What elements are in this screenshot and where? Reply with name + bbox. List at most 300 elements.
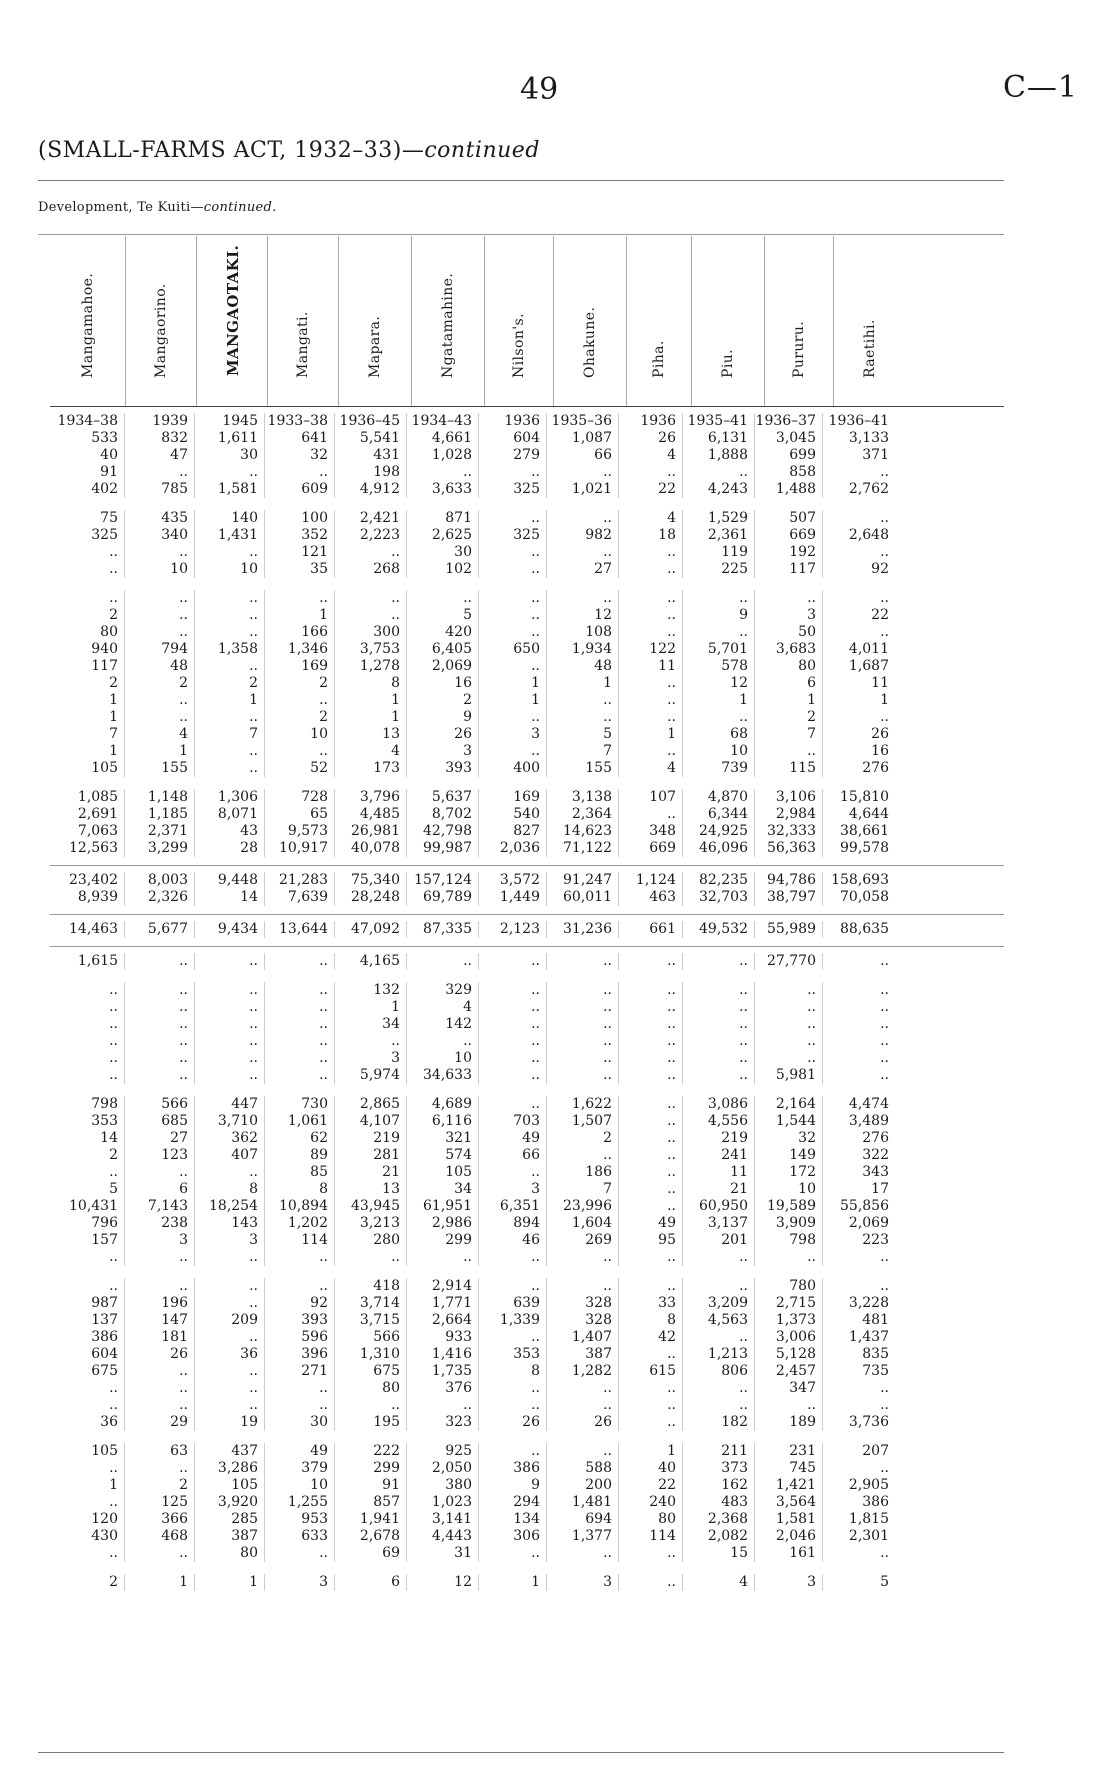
table-cell: 88,635 xyxy=(840,921,889,937)
table-row xyxy=(50,872,1004,889)
table-cell: 4,661 xyxy=(407,430,479,447)
table-cell: 2,364 xyxy=(547,806,619,823)
table-row xyxy=(50,1181,1004,1198)
table-cell: 1,488 xyxy=(755,481,823,498)
table-cell: 276 xyxy=(862,1130,889,1146)
table-cell: 1,604 xyxy=(547,1215,619,1232)
table-cell: .. xyxy=(479,624,547,641)
column-header xyxy=(126,236,197,406)
table-cell: 2,326 xyxy=(125,889,195,906)
table-cell: 2,069 xyxy=(848,1215,889,1231)
table-cell: .. xyxy=(335,590,407,607)
table-cell: 393 xyxy=(407,760,479,777)
table-cell: 402 xyxy=(50,481,125,498)
table-cell: .. xyxy=(479,658,547,675)
table-cell: .. xyxy=(619,464,683,481)
table-cell: 10 xyxy=(683,743,755,760)
table-cell: .. xyxy=(265,1033,335,1050)
table-cell: 728 xyxy=(265,789,335,806)
table-cell: 161 xyxy=(755,1545,823,1562)
table-cell: .. xyxy=(195,709,265,726)
table-cell: 172 xyxy=(755,1164,823,1181)
table-cell: 22 xyxy=(871,607,889,623)
table-cell: 225 xyxy=(683,561,755,578)
table-cell: 18 xyxy=(619,527,683,544)
table-cell: 1939 xyxy=(125,413,195,430)
table-cell: 294 xyxy=(479,1494,547,1511)
table-cell: .. xyxy=(407,590,479,607)
table-cell: .. xyxy=(619,1164,683,1181)
table-cell: 857 xyxy=(335,1494,407,1511)
table-cell: 5,701 xyxy=(683,641,755,658)
table-cell: .. xyxy=(683,1033,755,1050)
table-cell: 63 xyxy=(125,1443,195,1460)
table-cell: .. xyxy=(880,982,889,998)
table-cell: 386 xyxy=(862,1494,889,1510)
table-cell: 2,648 xyxy=(848,527,889,543)
table-cell: 240 xyxy=(619,1494,683,1511)
table-cell: .. xyxy=(619,1278,683,1295)
table-cell: .. xyxy=(265,743,335,760)
table-cell: 117 xyxy=(755,561,823,578)
table-cell: 173 xyxy=(335,760,407,777)
table-cell: 26 xyxy=(407,726,479,743)
table-cell: 1,687 xyxy=(848,658,889,674)
table-cell: 1936 xyxy=(479,413,547,430)
table-cell: 1 xyxy=(547,675,619,692)
table-cell: 1,346 xyxy=(265,641,335,658)
table-row xyxy=(50,1050,1004,1067)
table-cell: 132 xyxy=(335,982,407,999)
table-cell: 5,541 xyxy=(335,430,407,447)
table-cell: .. xyxy=(619,1181,683,1198)
table-cell: 1,021 xyxy=(547,481,619,498)
table-cell: 2,678 xyxy=(335,1528,407,1545)
table-row xyxy=(50,1329,1004,1346)
table-cell: 3,137 xyxy=(683,1215,755,1232)
table-cell: 69,789 xyxy=(407,889,479,906)
table-cell: 1936–37 xyxy=(755,413,823,430)
table-cell: .. xyxy=(125,1397,195,1414)
table-cell: 147 xyxy=(125,1312,195,1329)
table-cell: 7,063 xyxy=(50,823,125,840)
table-cell: .. xyxy=(50,544,125,561)
table-cell: 189 xyxy=(755,1414,823,1431)
table-cell: .. xyxy=(265,1016,335,1033)
table-cell: 387 xyxy=(195,1528,265,1545)
table-cell: 4 xyxy=(125,726,195,743)
table-row xyxy=(50,527,1004,544)
table-cell: 61,951 xyxy=(407,1198,479,1215)
table-cell: 703 xyxy=(479,1113,547,1130)
table-row xyxy=(50,464,1004,481)
table-cell: 107 xyxy=(619,789,683,806)
table-cell: 745 xyxy=(755,1460,823,1477)
table-row xyxy=(50,840,1004,857)
table-cell: 1,377 xyxy=(547,1528,619,1545)
table-row xyxy=(50,726,1004,743)
table-cell: 1 xyxy=(195,692,265,709)
table-cell: 4,443 xyxy=(407,1528,479,1545)
table-cell: 675 xyxy=(335,1363,407,1380)
table-cell: 669 xyxy=(755,527,823,544)
table-cell: 108 xyxy=(547,624,619,641)
table-cell: 352 xyxy=(265,527,335,544)
table-cell: 387 xyxy=(547,1346,619,1363)
column-header-label: Mangamahoe. xyxy=(79,272,96,378)
table-cell: 633 xyxy=(265,1528,335,1545)
table-cell: .. xyxy=(479,1067,547,1084)
column-header xyxy=(50,236,126,406)
table-cell: 2,715 xyxy=(755,1295,823,1312)
table-cell: 1,815 xyxy=(848,1511,889,1527)
table-cell: .. xyxy=(265,464,335,481)
table-row xyxy=(50,1511,1004,1528)
table-cell: 3,909 xyxy=(755,1215,823,1232)
table-cell: .. xyxy=(547,1249,619,1266)
table-cell: 940 xyxy=(50,641,125,658)
table-cell: 2 xyxy=(547,1130,619,1147)
table-cell: 798 xyxy=(50,1096,125,1113)
table-cell: 9,434 xyxy=(195,921,265,938)
row-spacer xyxy=(50,578,1004,590)
table-cell: .. xyxy=(547,1278,619,1295)
table-row xyxy=(50,1494,1004,1511)
table-cell: 10 xyxy=(195,561,265,578)
table-cell: .. xyxy=(547,544,619,561)
table-cell: .. xyxy=(195,1380,265,1397)
table-cell: 3,683 xyxy=(755,641,823,658)
table-cell: .. xyxy=(683,953,755,970)
table-cell: 2,301 xyxy=(848,1528,889,1544)
table-cell: .. xyxy=(265,999,335,1016)
table-cell: 91 xyxy=(50,464,125,481)
table-cell: .. xyxy=(50,1397,125,1414)
table-cell: 2 xyxy=(125,675,195,692)
table-cell: 48 xyxy=(547,658,619,675)
table-cell: 3,714 xyxy=(335,1295,407,1312)
table-row xyxy=(50,1574,1004,1591)
table-cell: 4,563 xyxy=(683,1312,755,1329)
table-cell: .. xyxy=(265,1545,335,1562)
table-cell: 80 xyxy=(195,1545,265,1562)
table-cell: 1 xyxy=(335,709,407,726)
table-cell: .. xyxy=(265,953,335,970)
table-cell: .. xyxy=(755,1397,823,1414)
table-cell: 1,437 xyxy=(848,1329,889,1345)
column-header-label: Mapara. xyxy=(367,315,383,378)
column-header xyxy=(627,236,692,406)
table-cell: 953 xyxy=(265,1511,335,1528)
table-cell: .. xyxy=(619,1574,683,1591)
table-cell: 858 xyxy=(755,464,823,481)
table-cell: 95 xyxy=(619,1232,683,1249)
table-cell: 827 xyxy=(479,823,547,840)
table-cell: 3,715 xyxy=(335,1312,407,1329)
subtitle-rule xyxy=(38,234,1004,235)
table-cell: .. xyxy=(619,1033,683,1050)
column-header xyxy=(485,236,554,406)
column-header-label: Mangaorino. xyxy=(153,283,169,378)
column-header-label: MANGAOTAKI. xyxy=(224,244,242,376)
table-cell: 181 xyxy=(125,1329,195,1346)
table-cell: 12,563 xyxy=(50,840,125,857)
table-cell: 348 xyxy=(619,823,683,840)
table-row xyxy=(50,447,1004,464)
table-row xyxy=(50,692,1004,709)
table-cell: 3 xyxy=(265,1574,335,1591)
table-cell: 9,573 xyxy=(265,823,335,840)
table-cell: .. xyxy=(50,1545,125,1562)
table-cell: 80 xyxy=(335,1380,407,1397)
table-cell: 42 xyxy=(619,1329,683,1346)
table-cell: 1,421 xyxy=(755,1477,823,1494)
table-cell: 2,865 xyxy=(335,1096,407,1113)
table-cell: .. xyxy=(125,464,195,481)
table-cell: 32,703 xyxy=(683,889,755,906)
table-cell: 730 xyxy=(265,1096,335,1113)
table-cell: 1934–38 xyxy=(50,413,125,430)
table-cell: 735 xyxy=(862,1363,889,1379)
table-cell: .. xyxy=(265,692,335,709)
column-header-label: Pururu. xyxy=(791,320,807,378)
table-cell: 46 xyxy=(479,1232,547,1249)
table-cell: 4 xyxy=(619,760,683,777)
table-cell: 157,124 xyxy=(407,872,479,889)
table-cell: .. xyxy=(755,999,823,1016)
table-cell: 280 xyxy=(335,1232,407,1249)
table-cell: 3,228 xyxy=(848,1295,889,1311)
table-cell: .. xyxy=(547,999,619,1016)
table-cell: 4,474 xyxy=(848,1096,889,1112)
table-cell: 376 xyxy=(407,1380,479,1397)
table-cell: .. xyxy=(619,1198,683,1215)
table-cell: .. xyxy=(50,1494,125,1511)
table-cell: 26 xyxy=(547,1414,619,1431)
table-cell: 7 xyxy=(547,1181,619,1198)
table-row xyxy=(50,607,1004,624)
table-cell: .. xyxy=(195,590,265,607)
table-cell: .. xyxy=(619,999,683,1016)
table-cell: 400 xyxy=(479,760,547,777)
table-cell: 1933–38 xyxy=(265,413,335,430)
table-cell: 3,213 xyxy=(335,1215,407,1232)
table-cell: 1,581 xyxy=(195,481,265,498)
table-row xyxy=(50,481,1004,498)
table-cell: .. xyxy=(547,1443,619,1460)
table-row xyxy=(50,590,1004,607)
table-cell: 71,122 xyxy=(547,840,619,857)
table-cell: 2,691 xyxy=(50,806,125,823)
table-row xyxy=(50,1545,1004,1562)
column-header-label: Ohakune. xyxy=(582,306,598,378)
table-cell: 615 xyxy=(619,1363,683,1380)
table-cell: 328 xyxy=(547,1295,619,1312)
table-cell: .. xyxy=(619,624,683,641)
table-cell: 105 xyxy=(407,1164,479,1181)
table-cell: .. xyxy=(195,658,265,675)
table-cell: 186 xyxy=(547,1164,619,1181)
table-cell: 169 xyxy=(265,658,335,675)
row-spacer xyxy=(50,1266,1004,1278)
table-cell: 4 xyxy=(407,999,479,1016)
table-cell: 12 xyxy=(407,1574,479,1591)
table-cell: 321 xyxy=(407,1130,479,1147)
table-cell: 1945 xyxy=(195,413,265,430)
table-cell: 8 xyxy=(619,1312,683,1329)
table-cell: 685 xyxy=(125,1113,195,1130)
table-cell: 3,753 xyxy=(335,641,407,658)
table-cell: 431 xyxy=(335,447,407,464)
table-cell: 1936–45 xyxy=(335,413,407,430)
table-cell: 1,407 xyxy=(547,1329,619,1346)
table-cell: 2,421 xyxy=(335,510,407,527)
table-cell: 323 xyxy=(407,1414,479,1431)
table-cell: .. xyxy=(619,590,683,607)
table-cell: .. xyxy=(880,464,889,480)
document-code: C—1 xyxy=(1002,70,1078,105)
table-cell: .. xyxy=(195,1397,265,1414)
table-cell: .. xyxy=(195,1278,265,1295)
table-cell: 8,071 xyxy=(195,806,265,823)
table-cell: 122 xyxy=(619,641,683,658)
table-cell: 80 xyxy=(755,658,823,675)
table-cell: 2 xyxy=(407,692,479,709)
table-cell: 481 xyxy=(862,1312,889,1328)
table-cell: .. xyxy=(755,1033,823,1050)
table-cell: .. xyxy=(479,510,547,527)
table-cell: 1,507 xyxy=(547,1113,619,1130)
table-cell: 5 xyxy=(880,1574,889,1590)
table-cell: 22 xyxy=(619,1477,683,1494)
table-cell: 100 xyxy=(265,510,335,527)
table-cell: .. xyxy=(547,1545,619,1562)
table-row xyxy=(50,544,1004,561)
table-cell: 2,457 xyxy=(755,1363,823,1380)
table-row xyxy=(50,510,1004,527)
table-cell: .. xyxy=(755,1016,823,1033)
table-cell: 21,283 xyxy=(265,872,335,889)
table-cell: 299 xyxy=(407,1232,479,1249)
table-cell: 483 xyxy=(683,1494,755,1511)
table-cell: 1935–36 xyxy=(547,413,619,430)
table-cell: 566 xyxy=(125,1096,195,1113)
table-cell: 32,333 xyxy=(755,823,823,840)
table-cell: 21 xyxy=(335,1164,407,1181)
table-cell: 6,131 xyxy=(683,430,755,447)
table-cell: 5 xyxy=(547,726,619,743)
table-cell: 9 xyxy=(407,709,479,726)
table-cell: 223 xyxy=(862,1232,889,1248)
table-cell: .. xyxy=(50,1067,125,1084)
table-row xyxy=(50,413,1004,430)
table-cell: .. xyxy=(50,1033,125,1050)
table-cell: .. xyxy=(880,1545,889,1561)
table-cell: 26,981 xyxy=(335,823,407,840)
table-cell: 70,058 xyxy=(840,889,889,905)
table-cell: .. xyxy=(479,1016,547,1033)
table-cell: 4,556 xyxy=(683,1113,755,1130)
table-cell: 47,092 xyxy=(335,921,407,938)
table-cell: .. xyxy=(195,544,265,561)
table-cell: 3 xyxy=(407,743,479,760)
table-cell: .. xyxy=(683,1380,755,1397)
table-row xyxy=(50,806,1004,823)
table-cell: .. xyxy=(479,1397,547,1414)
table-cell: 8,702 xyxy=(407,806,479,823)
table-cell: .. xyxy=(880,709,889,725)
table-cell: 5 xyxy=(407,607,479,624)
table-cell: 7 xyxy=(755,726,823,743)
table-cell: 195 xyxy=(335,1414,407,1431)
table-cell: .. xyxy=(619,1397,683,1414)
table-cell: .. xyxy=(880,999,889,1015)
table-cell: .. xyxy=(619,561,683,578)
table-cell: .. xyxy=(479,1329,547,1346)
row-spacer xyxy=(50,1431,1004,1443)
table-cell: .. xyxy=(619,692,683,709)
table-cell: .. xyxy=(195,743,265,760)
table-row xyxy=(50,921,1004,938)
table-cell: 2 xyxy=(265,675,335,692)
table-cell: 276 xyxy=(862,760,889,776)
row-spacer xyxy=(50,970,1004,982)
table-cell: 1,934 xyxy=(547,641,619,658)
table-row xyxy=(50,709,1004,726)
table-cell: 566 xyxy=(335,1329,407,1346)
table-cell: 10,917 xyxy=(265,840,335,857)
table-cell: 796 xyxy=(50,1215,125,1232)
table-cell: 105 xyxy=(195,1477,265,1494)
table-cell: .. xyxy=(880,1380,889,1396)
table-cell: 798 xyxy=(755,1232,823,1249)
table-cell: 430 xyxy=(50,1528,125,1545)
table-row xyxy=(50,743,1004,760)
table-cell: .. xyxy=(125,607,195,624)
table-cell: .. xyxy=(125,999,195,1016)
table-row xyxy=(50,823,1004,840)
table-cell: .. xyxy=(50,590,125,607)
table-cell: .. xyxy=(479,709,547,726)
table-cell: 117 xyxy=(50,658,125,675)
table-cell: 2,046 xyxy=(755,1528,823,1545)
table-cell: 80 xyxy=(50,624,125,641)
table-cell: .. xyxy=(479,1380,547,1397)
table-row xyxy=(50,889,1004,906)
table-cell: 1,148 xyxy=(125,789,195,806)
table-cell: .. xyxy=(125,1016,195,1033)
table-cell: 1936 xyxy=(619,413,683,430)
table-cell: 10,431 xyxy=(50,1198,125,1215)
table-cell: 219 xyxy=(683,1130,755,1147)
table-cell: 3 xyxy=(195,1232,265,1249)
table-cell: .. xyxy=(195,464,265,481)
column-header-label: Mangati. xyxy=(295,311,311,378)
table-cell: 14 xyxy=(50,1130,125,1147)
table-cell: 281 xyxy=(335,1147,407,1164)
table-cell: 4,107 xyxy=(335,1113,407,1130)
table-cell: 49 xyxy=(265,1443,335,1460)
table-cell: 2,123 xyxy=(479,921,547,938)
table-cell: 30 xyxy=(265,1414,335,1431)
table-cell: .. xyxy=(335,1033,407,1050)
table-cell: 1,255 xyxy=(265,1494,335,1511)
table-cell: 211 xyxy=(683,1443,755,1460)
table-cell: 3 xyxy=(125,1232,195,1249)
table-cell: 2,069 xyxy=(407,658,479,675)
table-cell: 1,339 xyxy=(479,1312,547,1329)
table-cell: .. xyxy=(619,607,683,624)
